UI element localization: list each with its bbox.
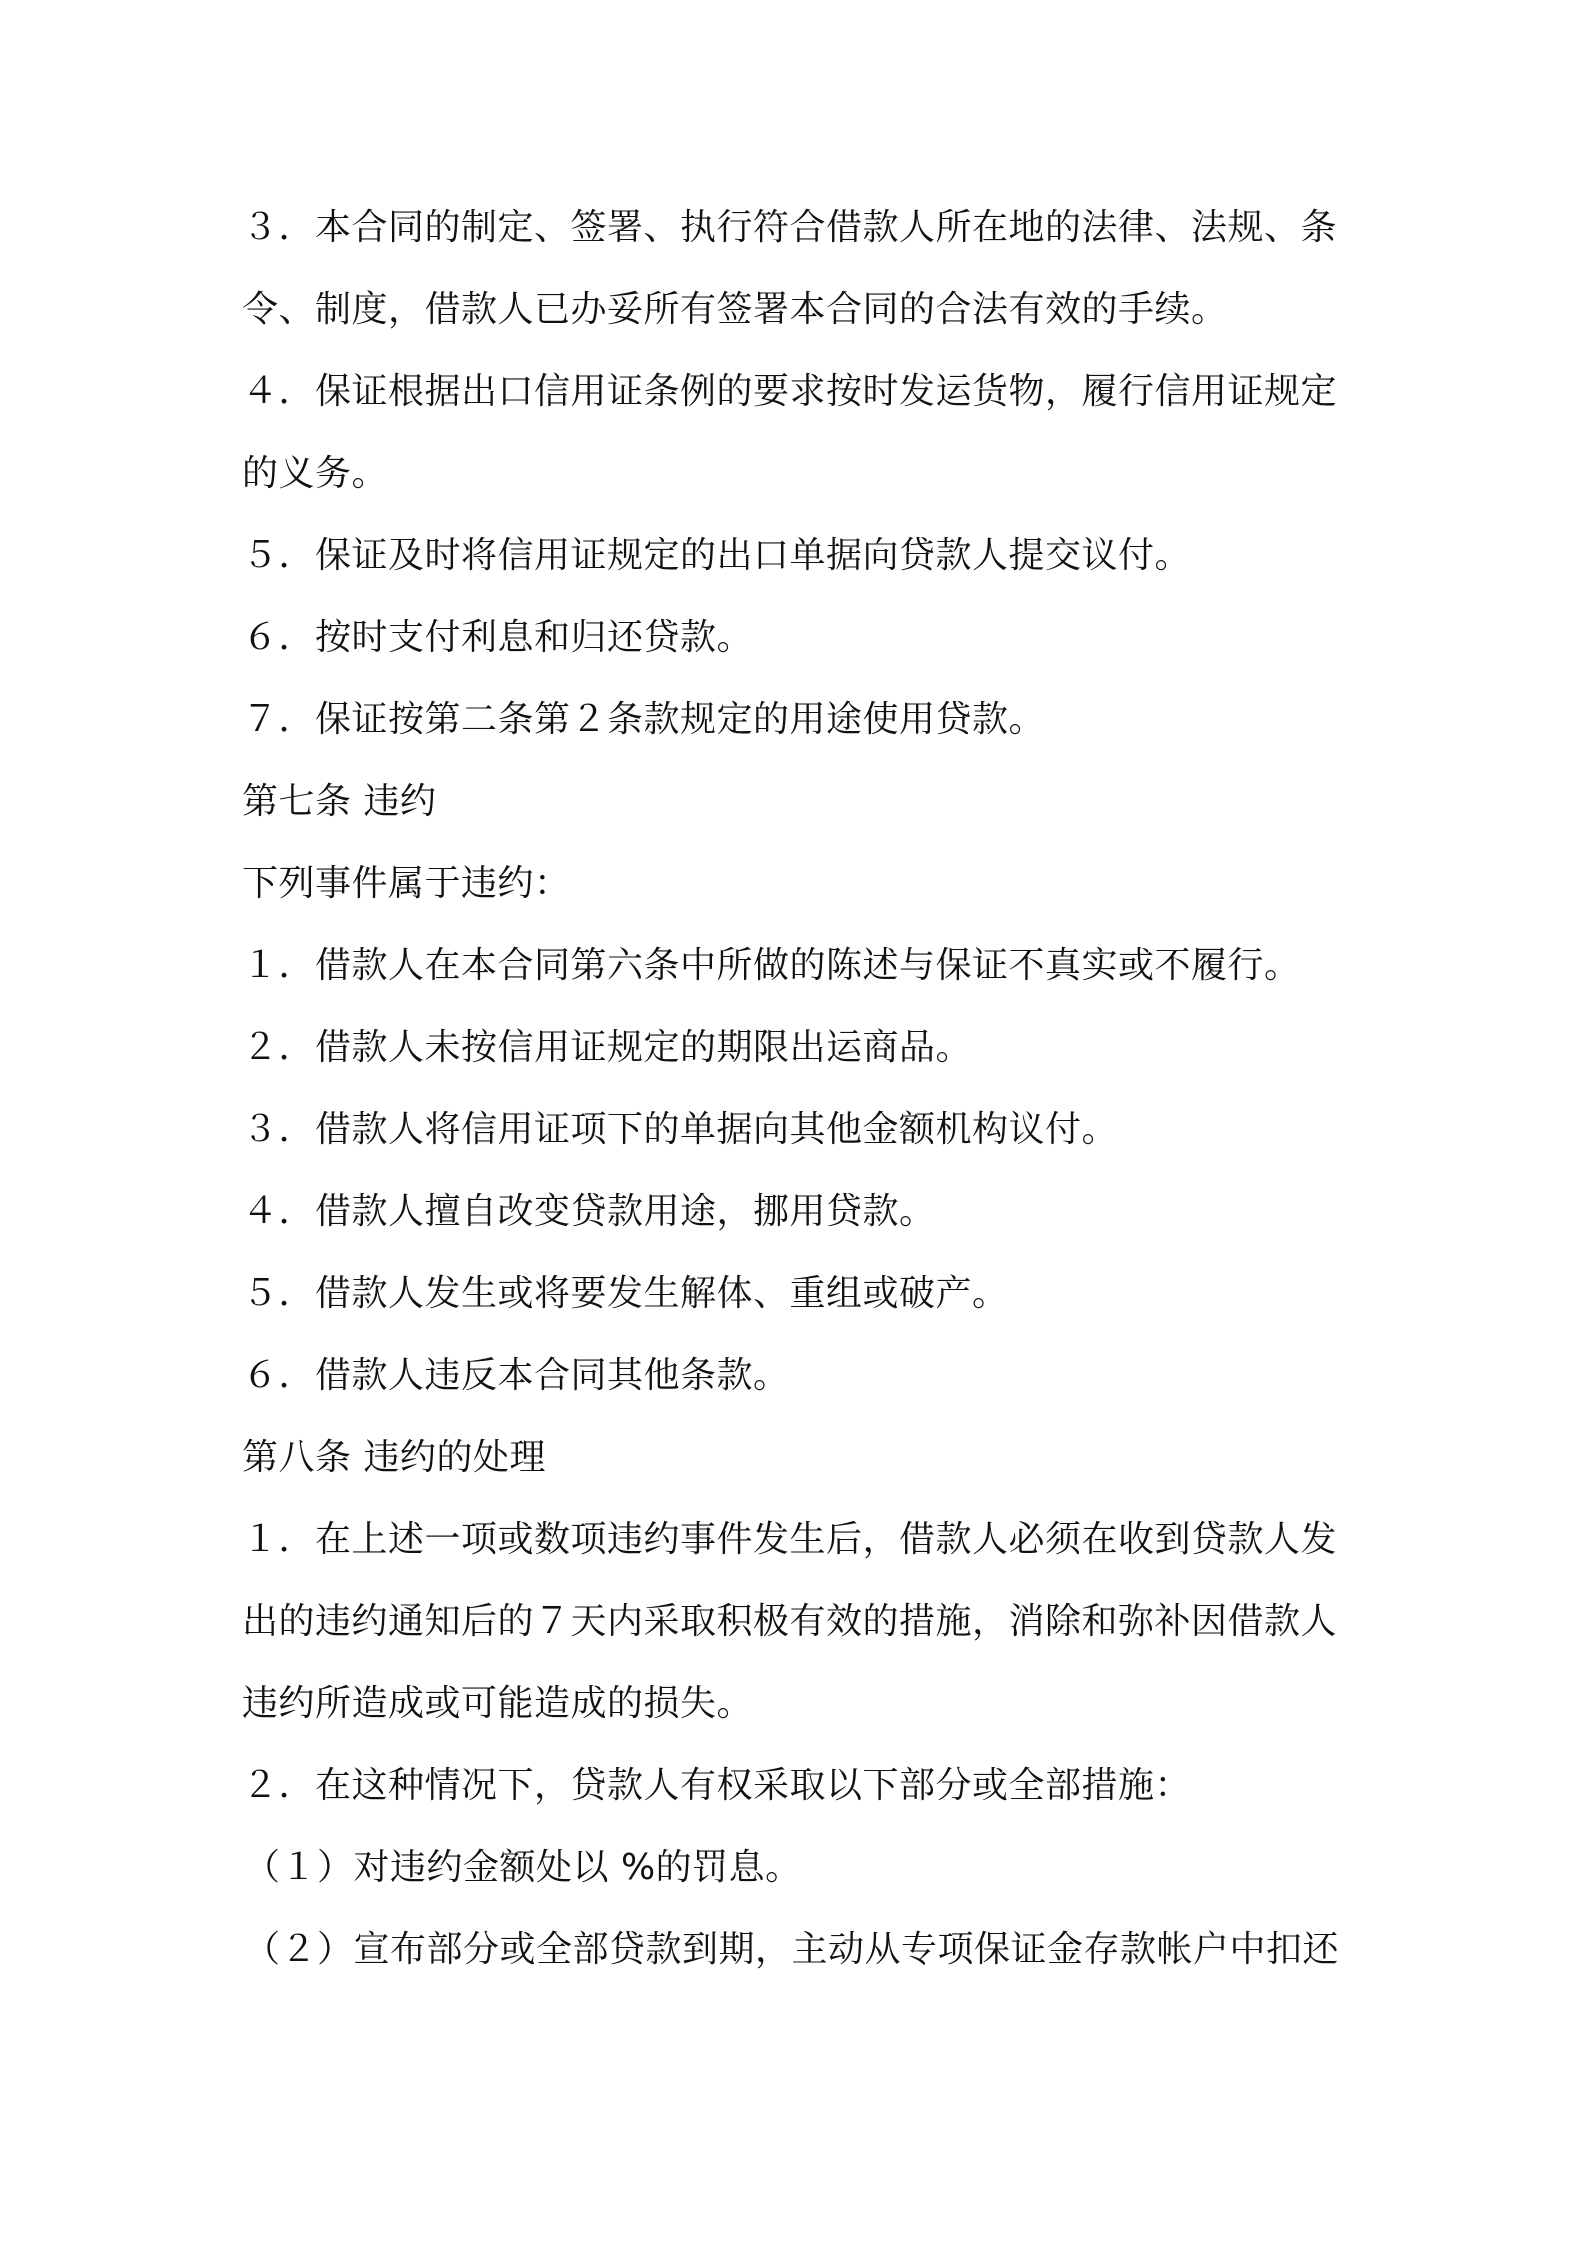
clause-7-item-5: ５．借款人发生或将要发生解体、重组或破产。 xyxy=(242,1273,1009,1314)
clause-8-item-1-line-3: 违约所造成或可能造成的损失。 xyxy=(242,1683,754,1724)
clause-6-item-3-line-2: 令、制度，借款人已办妥所有签署本合同的合法有效的手续。 xyxy=(242,289,1228,330)
clause-7-item-3: ３．借款人将信用证项下的单据向其他金额机构议付。 xyxy=(242,1109,1119,1150)
clause-8-item-2: ２．在这种情况下，贷款人有权采取以下部分或全部措施： xyxy=(242,1765,1192,1806)
clause-6-item-6: ６．按时支付利息和归还贷款。 xyxy=(242,617,754,658)
clause-8-heading: 第八条 违约的处理 xyxy=(242,1437,546,1478)
clause-7-heading: 第七条 违约 xyxy=(242,781,437,822)
clause-6-item-5: ５．保证及时将信用证规定的出口单据向贷款人提交议付。 xyxy=(242,535,1192,576)
clause-7-item-4: ４．借款人擅自改变贷款用途，挪用贷款。 xyxy=(242,1191,936,1232)
clause-6-item-4-line-1: ４．保证根据出口信用证条例的要求按时发运货物，履行信用证规定 xyxy=(242,371,1338,412)
clause-6-item-7: ７．保证按第二条第２条款规定的用途使用贷款。 xyxy=(242,699,1046,740)
clause-6-item-3-line-1: ３．本合同的制定、签署、执行符合借款人所在地的法律、法规、条 xyxy=(242,207,1338,248)
clause-7-item-6: ６．借款人违反本合同其他条款。 xyxy=(242,1355,790,1396)
clause-8-item-2-sub-1: （１）对违约金额处以 %的罚息。 xyxy=(244,1847,802,1888)
clause-8-item-1-line-2: 出的违约通知后的７天内采取积极有效的措施，消除和弥补因借款人 xyxy=(242,1601,1338,1642)
clause-6-item-4-line-2: 的义务。 xyxy=(242,453,389,494)
clause-7-intro: 下列事件属于违约： xyxy=(242,863,571,904)
clause-7-item-1: １．借款人在本合同第六条中所做的陈述与保证不真实或不履行。 xyxy=(242,945,1301,986)
clause-8-item-1-line-1: １．在上述一项或数项违约事件发生后，借款人必须在收到贷款人发 xyxy=(242,1519,1338,1560)
clause-8-item-2-sub-2: （２）宣布部分或全部贷款到期，主动从专项保证金存款帐户中扣还 xyxy=(244,1929,1340,1970)
clause-7-item-2: ２．借款人未按信用证规定的期限出运商品。 xyxy=(242,1027,973,1068)
